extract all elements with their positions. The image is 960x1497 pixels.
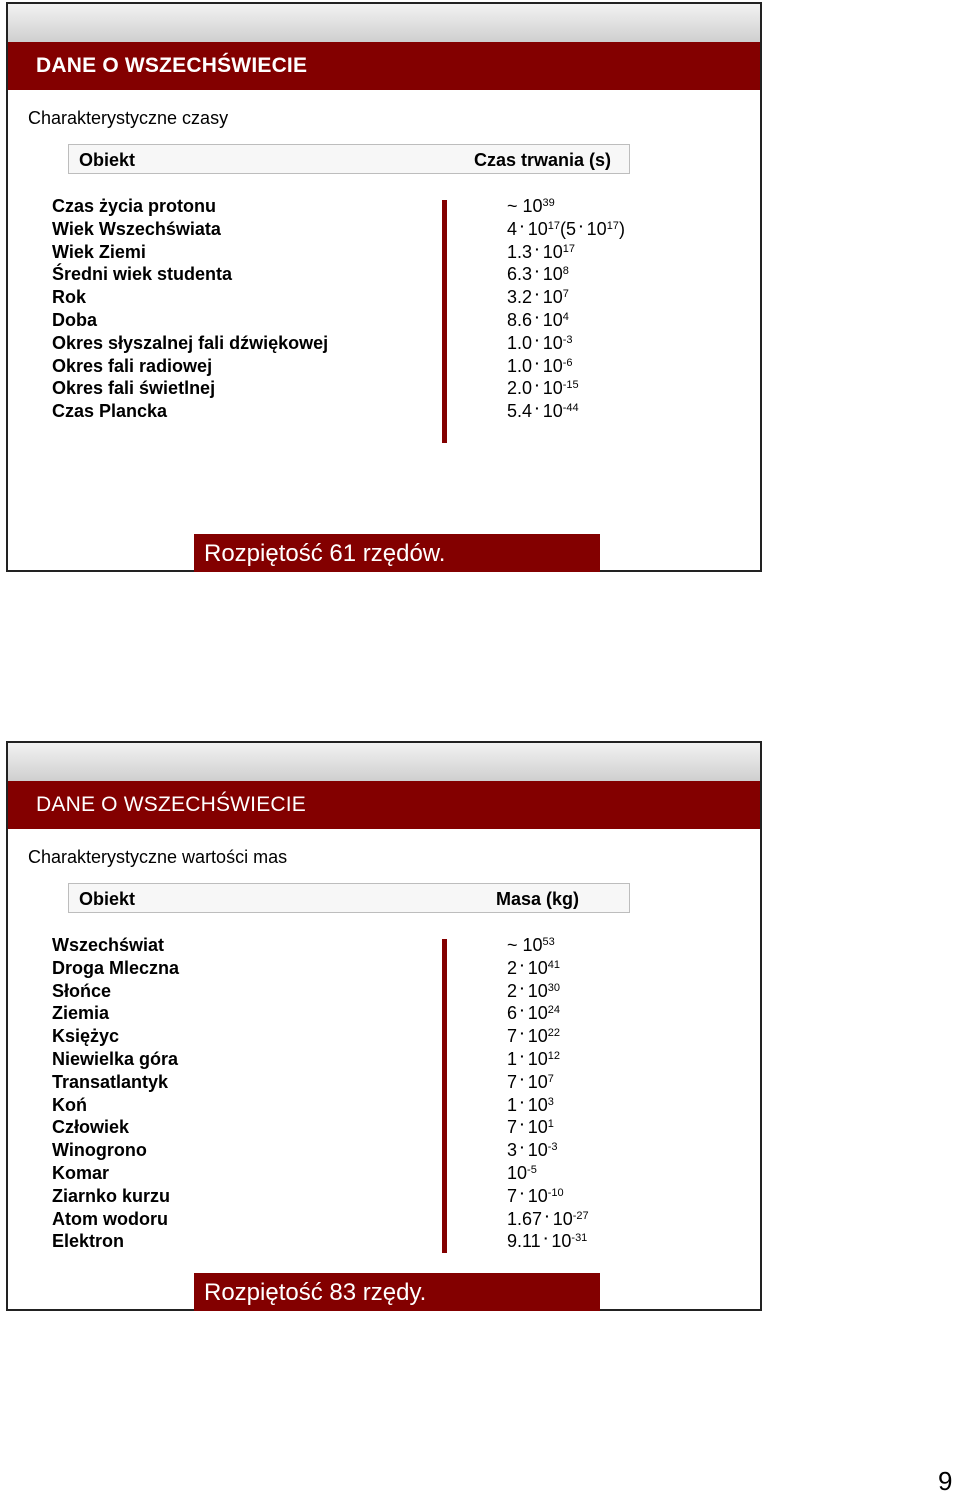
slide-title-bar [8, 42, 760, 90]
value-base: 10 [552, 1208, 573, 1229]
row-value [507, 241, 575, 264]
value-base: 10 [551, 1231, 572, 1252]
row-value [507, 1071, 554, 1094]
multiply-dot: · [520, 979, 525, 996]
value-mantissa: 7 [507, 1071, 518, 1092]
value-base: 10 [522, 196, 543, 216]
multiply-dot: · [535, 308, 540, 325]
value-exponent: 8 [562, 265, 569, 278]
value-base: 10 [527, 1048, 548, 1069]
multiply-dot: · [535, 400, 540, 417]
value-mantissa: 7 [507, 1185, 518, 1206]
table-header [68, 144, 630, 174]
value-exponent: 41 [547, 958, 560, 971]
row-value [507, 263, 569, 286]
table-header [68, 883, 630, 913]
value-exponent: 39 [542, 197, 555, 209]
row-object-name: Księżyc [52, 1026, 120, 1047]
value-exponent: -3 [547, 1141, 558, 1154]
page-number: 9 [938, 1466, 953, 1496]
value-base: 10 [542, 264, 563, 285]
row-object-name: Rok [52, 287, 87, 308]
value-base: 10 [527, 1185, 548, 1206]
table-row [52, 1208, 760, 1231]
table-rows [52, 195, 760, 423]
row-object-name: Ziemia [52, 1003, 110, 1024]
multiply-dot: · [520, 1139, 525, 1156]
value-mantissa: 1.0 [507, 332, 533, 353]
table-row [52, 1025, 760, 1048]
value-exponent: 17 [606, 219, 619, 232]
row-value [507, 1139, 558, 1162]
row-value [507, 355, 573, 378]
extra-open: (5 [559, 218, 576, 239]
multiply-dot: · [520, 1116, 525, 1133]
multiply-dot: · [535, 286, 540, 303]
multiply-dot: · [535, 240, 540, 257]
row-object-name: Wiek Ziemi [52, 241, 146, 262]
multiply-dot: · [543, 1230, 549, 1247]
value-base: 10 [542, 378, 563, 399]
row-object-name: Wszechświat [52, 935, 165, 955]
value-exponent: 17 [562, 242, 575, 255]
column-header-object: Obiekt [79, 889, 136, 909]
table-rows [52, 934, 760, 1253]
row-value [507, 400, 579, 423]
value-mantissa: 7 [507, 1026, 518, 1047]
table-row [52, 1094, 760, 1117]
row-value [507, 1025, 560, 1048]
row-value [507, 286, 569, 309]
table-row [52, 1139, 760, 1162]
value-exponent: 24 [547, 1004, 560, 1017]
slide-top-bar [8, 743, 760, 781]
multiply-dot: · [535, 354, 540, 371]
value-exponent: -31 [571, 1232, 588, 1245]
table-row [52, 400, 760, 423]
row-value [507, 1116, 554, 1139]
row-object-name: Winogrono [52, 1140, 147, 1161]
row-value [507, 1208, 589, 1231]
row-object-name: Atom wodoru [52, 1208, 168, 1229]
value-mantissa: 1.0 [507, 355, 533, 376]
table-row [52, 1162, 760, 1185]
row-value [507, 332, 573, 355]
slide-subtitle: Charakterystyczne czasy [28, 108, 229, 128]
value-base: 10 [527, 957, 548, 978]
table-row [52, 1048, 760, 1071]
row-object-name: Koń [52, 1094, 87, 1115]
table-row [52, 195, 760, 218]
value-mantissa: 2 [507, 980, 518, 1001]
row-object-name: Okres fali świetlnej [52, 378, 216, 399]
row-value [507, 1185, 564, 1208]
summary-text: Rozpiętość 83 rzędy. [204, 1279, 427, 1306]
row-value [507, 957, 560, 980]
table-row [52, 332, 760, 355]
value-base: 10 [542, 287, 563, 308]
row-object-name: Człowiek [52, 1117, 130, 1138]
row-object-name: Niewielka góra [52, 1048, 179, 1069]
table-row [52, 377, 760, 400]
value-exponent: -44 [562, 402, 579, 415]
value-mantissa: 2 [507, 957, 518, 978]
value-mantissa: 5.4 [507, 401, 533, 422]
row-object-name: Transatlantyk [52, 1071, 169, 1092]
value-mantissa: 9.11 [507, 1231, 541, 1252]
multiply-dot: · [578, 217, 584, 234]
value-mantissa: 3 [507, 1140, 518, 1161]
table-row [52, 286, 760, 309]
value-exponent: 7 [547, 1072, 554, 1085]
slide-top-bar [8, 4, 760, 42]
multiply-dot: · [520, 1025, 525, 1042]
table-row [52, 355, 760, 378]
approx-sign: ~ [507, 196, 523, 216]
row-value [507, 1002, 560, 1025]
value-mantissa: 1.3 [507, 241, 533, 262]
value-base: 10 [527, 1117, 548, 1138]
value-mantissa: 4 [507, 218, 518, 239]
slide-masses [6, 741, 762, 1311]
value-exponent: -5 [527, 1163, 537, 1176]
slide-times [6, 2, 762, 572]
value-base: 10 [522, 935, 543, 955]
table-row [52, 1116, 760, 1139]
row-value [507, 934, 555, 957]
value-base: 10 [542, 401, 563, 422]
row-value [507, 1048, 560, 1071]
row-value [507, 980, 560, 1003]
value-exponent: 30 [547, 981, 560, 994]
multiply-dot: · [535, 377, 540, 394]
row-object-name: Okres słyszalnej fali dźwiękowej [52, 332, 329, 353]
summary-text: Rozpiętość 61 rzędów. [204, 540, 446, 567]
table-row [52, 263, 760, 286]
table-row [52, 1230, 760, 1253]
row-object-name: Czas Plancka [52, 401, 168, 422]
value-base: 10 [542, 332, 563, 353]
value-base: 10 [507, 1162, 528, 1183]
table-row [52, 1071, 760, 1094]
table-row [52, 957, 760, 980]
row-value [507, 1162, 537, 1185]
multiply-dot: · [520, 1093, 525, 1110]
extra-close: ) [618, 218, 625, 239]
value-mantissa: 1 [507, 1048, 518, 1069]
value-exponent: -10 [547, 1186, 564, 1199]
value-extra [560, 219, 625, 239]
multiply-dot: · [520, 956, 525, 973]
row-object-name: Droga Mleczna [52, 957, 180, 978]
table-row [52, 1185, 760, 1208]
multiply-dot: · [520, 1184, 525, 1201]
slide-title: DANE O WSZECHŚWIECIE [36, 793, 307, 816]
value-base: 10 [586, 218, 607, 239]
column-header-value: Czas trwania (s) [474, 150, 612, 170]
value-base: 10 [542, 309, 563, 330]
slide-title: DANE O WSZECHŚWIECIE [36, 54, 308, 77]
multiply-dot: · [535, 331, 540, 348]
value-mantissa: 8.6 [507, 309, 533, 330]
value-exponent: 17 [547, 219, 560, 232]
row-object-name: Ziarnko kurzu [52, 1185, 171, 1206]
row-object-name: Elektron [52, 1231, 125, 1252]
table-row [52, 241, 760, 264]
multiply-dot: · [535, 263, 540, 280]
value-exponent: 22 [547, 1027, 560, 1040]
value-base: 10 [527, 1094, 548, 1115]
summary-banner [194, 1273, 600, 1311]
row-object-name: Doba [52, 309, 97, 330]
row-value [507, 195, 555, 218]
value-mantissa: 7 [507, 1117, 518, 1138]
column-header-object: Obiekt [79, 150, 136, 170]
table-row [52, 1002, 760, 1025]
value-mantissa: 6 [507, 1003, 518, 1024]
row-value [507, 309, 569, 332]
table-row [52, 218, 760, 241]
value-exponent: -27 [572, 1209, 589, 1222]
value-exponent: -6 [562, 356, 573, 369]
summary-banner [194, 534, 600, 572]
value-mantissa: 2.0 [507, 378, 533, 399]
slide-subtitle: Charakterystyczne wartości mas [28, 847, 288, 867]
multiply-dot: · [520, 1047, 525, 1064]
row-object-name: Komar [52, 1162, 110, 1183]
value-base: 10 [527, 1071, 548, 1092]
multiply-dot: · [520, 1002, 525, 1019]
value-base: 10 [542, 355, 563, 376]
value-exponent: -15 [562, 379, 579, 392]
row-value [507, 377, 579, 400]
value-base: 10 [527, 1140, 548, 1161]
value-exponent: 12 [547, 1049, 560, 1062]
value-base: 10 [527, 980, 548, 1001]
approx-sign: ~ [507, 935, 523, 955]
row-value [507, 1230, 587, 1253]
value-base: 10 [527, 218, 548, 239]
value-exponent: 1 [547, 1118, 554, 1131]
row-object-name: Okres fali radiowej [52, 355, 213, 376]
row-value [507, 218, 625, 241]
table-row [52, 309, 760, 332]
value-exponent: 3 [547, 1095, 554, 1108]
value-exponent: -3 [562, 333, 573, 346]
row-value [507, 1094, 554, 1117]
table-row [52, 980, 760, 1003]
multiply-dot: · [545, 1207, 550, 1224]
multiply-dot: · [520, 217, 525, 234]
row-object-name: Czas życia protonu [52, 196, 217, 216]
slide-title-bar [8, 781, 760, 829]
value-exponent: 53 [542, 936, 555, 948]
value-mantissa: 1.67 [507, 1208, 543, 1229]
multiply-dot: · [520, 1070, 525, 1087]
row-object-name: Średni wiek studenta [52, 264, 233, 285]
value-base: 10 [542, 241, 563, 262]
value-base: 10 [527, 1026, 548, 1047]
value-mantissa: 3.2 [507, 287, 533, 308]
value-base: 10 [527, 1003, 548, 1024]
value-mantissa: 1 [507, 1094, 518, 1115]
value-mantissa: 6.3 [507, 264, 533, 285]
row-object-name: Wiek Wszechświata [52, 218, 221, 239]
column-header-value: Masa (kg) [496, 889, 580, 909]
value-exponent: 4 [562, 310, 569, 323]
value-exponent: 7 [562, 288, 569, 301]
row-object-name: Słońce [52, 980, 112, 1001]
table-row [52, 934, 760, 957]
